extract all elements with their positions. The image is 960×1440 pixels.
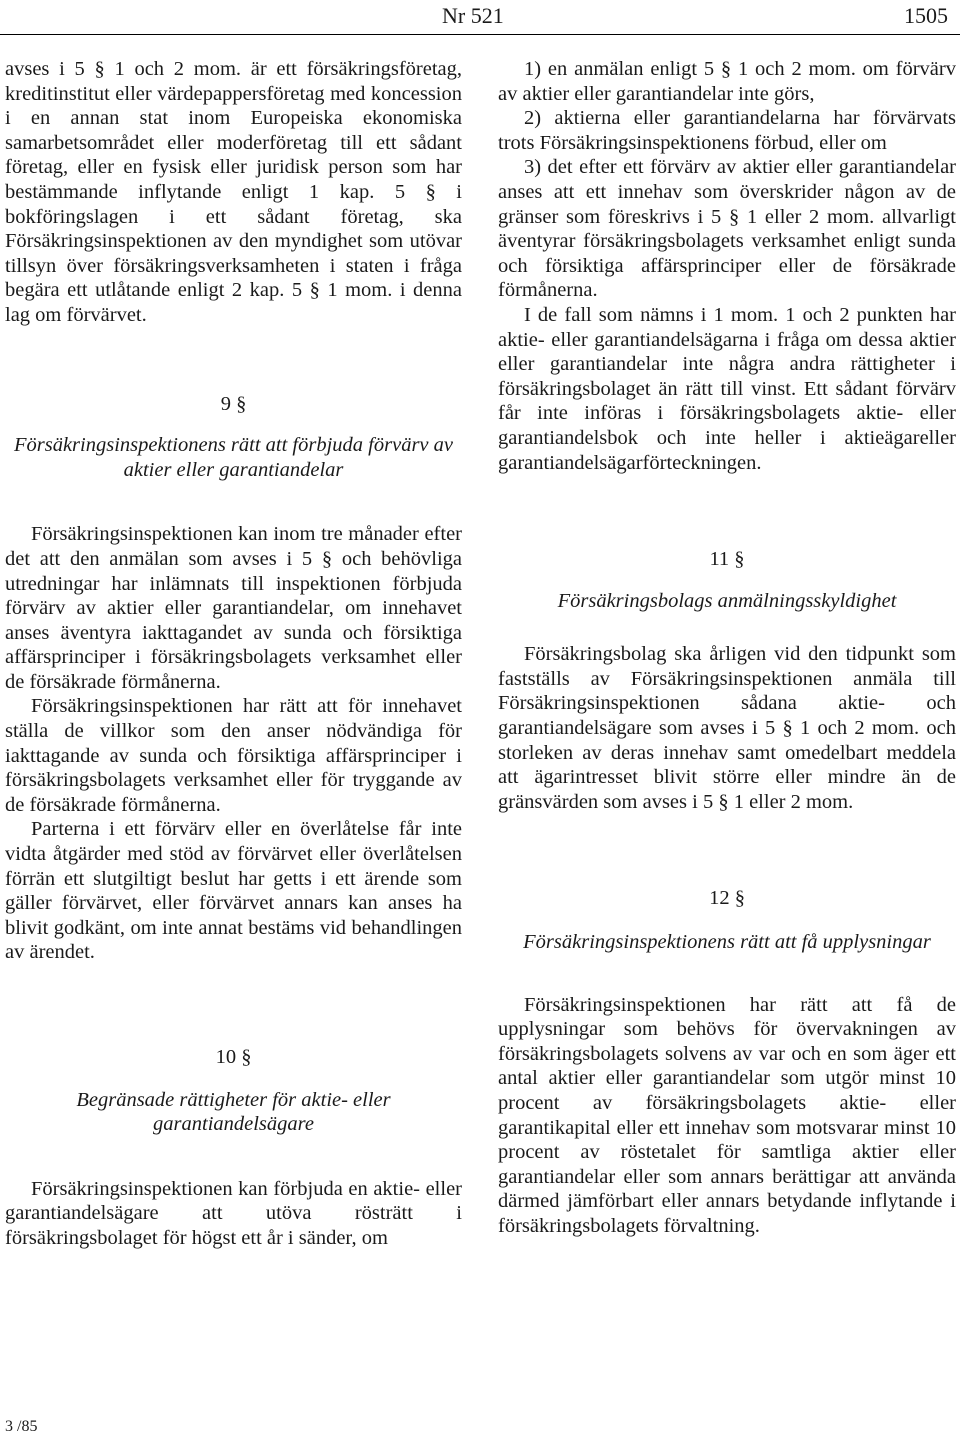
section-9-paragraph: Försäkringsinspektionen har rätt att för innehavet ställa de villkor som den anser nödvändiga för iakttagande av sunda och försiktiga affärsprinciper i försäkringsbolagets verksamhet eller för tryggande av de försäkrade förmånerna.	[5, 695, 462, 816]
section-11-title: Försäkringsbolags anmälningsskyldighet	[557, 589, 897, 612]
section-12-number: 12 §	[709, 887, 745, 910]
list-item: 1) en anmälan enligt 5 § 1 och 2 mom. om förvärv av aktier eller garantiandelar inte görs,	[498, 58, 956, 105]
signature-mark: 3 /85	[5, 1418, 38, 1435]
list-item: 3) det efter ett förvärv av aktier eller garantiandelar anses att ett innehav som överskrider någon av de gränser som föreskrivs i 5 § 1 eller 2 mom. allvarligt äventyrar försäkringsbolagets verksamhet enligt sunda och försiktiga affärsprinciper eller de försäkrade förmånerna.	[498, 156, 956, 302]
left-column	[5, 57, 462, 1251]
paragraph: I de fall som nämns i 1 mom. 1 och 2 punkten har aktie- eller garantiandelsägarna i fråga om dessa aktier eller garantiandelar inte några andra rättigheter i försäkringsbolaget än rätt till vinst. Ett sådant förvärv får inte införas i försäkringsbolagets aktie- eller garantiandelsbok och inte heller i aktieägareller garantiandelsägarförteckningen.	[498, 303, 956, 474]
page-number: 1505	[904, 3, 948, 28]
section-11-paragraph: Försäkringsbolag ska årligen vid den tidpunkt som fastställs av Försäkringsinspektionen anmäla till Försäkringsinspektionen sådana aktie- och garantiandelsägare som avses i 5 § 1 och 2 mom. och storleken av deras innehav samt omedelbart meddela att ägarintresset blivit större eller mindre än de gränsvärden som avses i 5 § 1 eller 2 mom.	[498, 643, 956, 813]
section-12-title: Försäkringsinspektionens rätt att få upplysningar	[523, 931, 931, 954]
section-11-number: 11 §	[709, 548, 745, 571]
page-header	[0, 0, 960, 34]
section-9-paragraph: Försäkringsinspektionen kan inom tre månader efter det att den anmälan som avses i 5 § och behövliga utredningar har inlämnats till inspektionen förbjuda förvärv av aktier eller garantiandelar, om innehavet anses äventyra iakttagandet av sunda och försiktiga affärsprinciper i försäkringsbolagets verksamhet eller de försäkrade förmånerna.	[5, 523, 462, 693]
section-9-title: Försäkringsinspektionens rätt att förbjuda förvärv av aktier eller garantiandelar	[13, 434, 454, 481]
section-9-number: 9 §	[220, 392, 247, 415]
publication-number: Nr 521	[442, 3, 504, 28]
section-9-paragraph: Parterna i ett förvärv eller en överlåtelse får inte vidta åtgärder med stöd av förvärvet eller överlåtelsen förrän ett slutgiltigt beslut har getts i ett ärende som gäller förvärvet, eller förvärvet annars kan anses ha blivit godkänt, om inte annat bestäms vid behandlingen av ärendet.	[5, 818, 462, 964]
right-column	[498, 57, 956, 1239]
header-rule	[0, 34, 960, 35]
section-10-paragraph: Försäkringsinspektionen kan förbjuda en aktie- eller garantiandelsägare att utöva rösträtt i försäkringsbolaget för högst ett år i sänder, om	[5, 1177, 462, 1249]
section-12-paragraph: Försäkringsinspektionen har rätt att få de upplysningar som behövs för övervakningen av försäkringsbolagets solvens av var och en som äger ett antal aktier eller garantiandelar som utgör minst 10 procent av försäkringsbolagets aktie- eller garantikapital eller ett innehav som motsvarar minst 10 procent av röstetalet för samtliga aktier eller garantiandelar eller som annars berättigar att använda därmed jämförbart eller annars betydande inflytande i försäkringsbolagets förvaltning.	[498, 993, 956, 1237]
list-item: 2) aktierna eller garantiandelarna har förvärvats trots Försäkringsinspektionens förbud, eller om	[498, 107, 956, 154]
section-10-number: 10 §	[215, 1046, 252, 1068]
intro-paragraph: avses i 5 § 1 och 2 mom. är ett försäkringsföretag, kreditinstitut eller värdepappersföretag med koncession i en annan stat inom Europeiska ekonomiska samarbetsområdet eller moderföretag till ett sådant företag, eller en fysisk eller juridisk person som har bestämmande inflytande enligt 1 kap. 5 § i bokföringslagen i ett sådant företag, ska Försäkringsinspektionen av den myndighet som utövar tillsyn över försäkringsverksamheten i staten i fråga begära ett utlåtande enligt 2 kap. 5 § 1 mom. i denna lag om förvärvet.	[5, 58, 462, 326]
section-10-title: Begränsade rättigheter för aktie- eller garantiandelsägare	[76, 1088, 391, 1136]
